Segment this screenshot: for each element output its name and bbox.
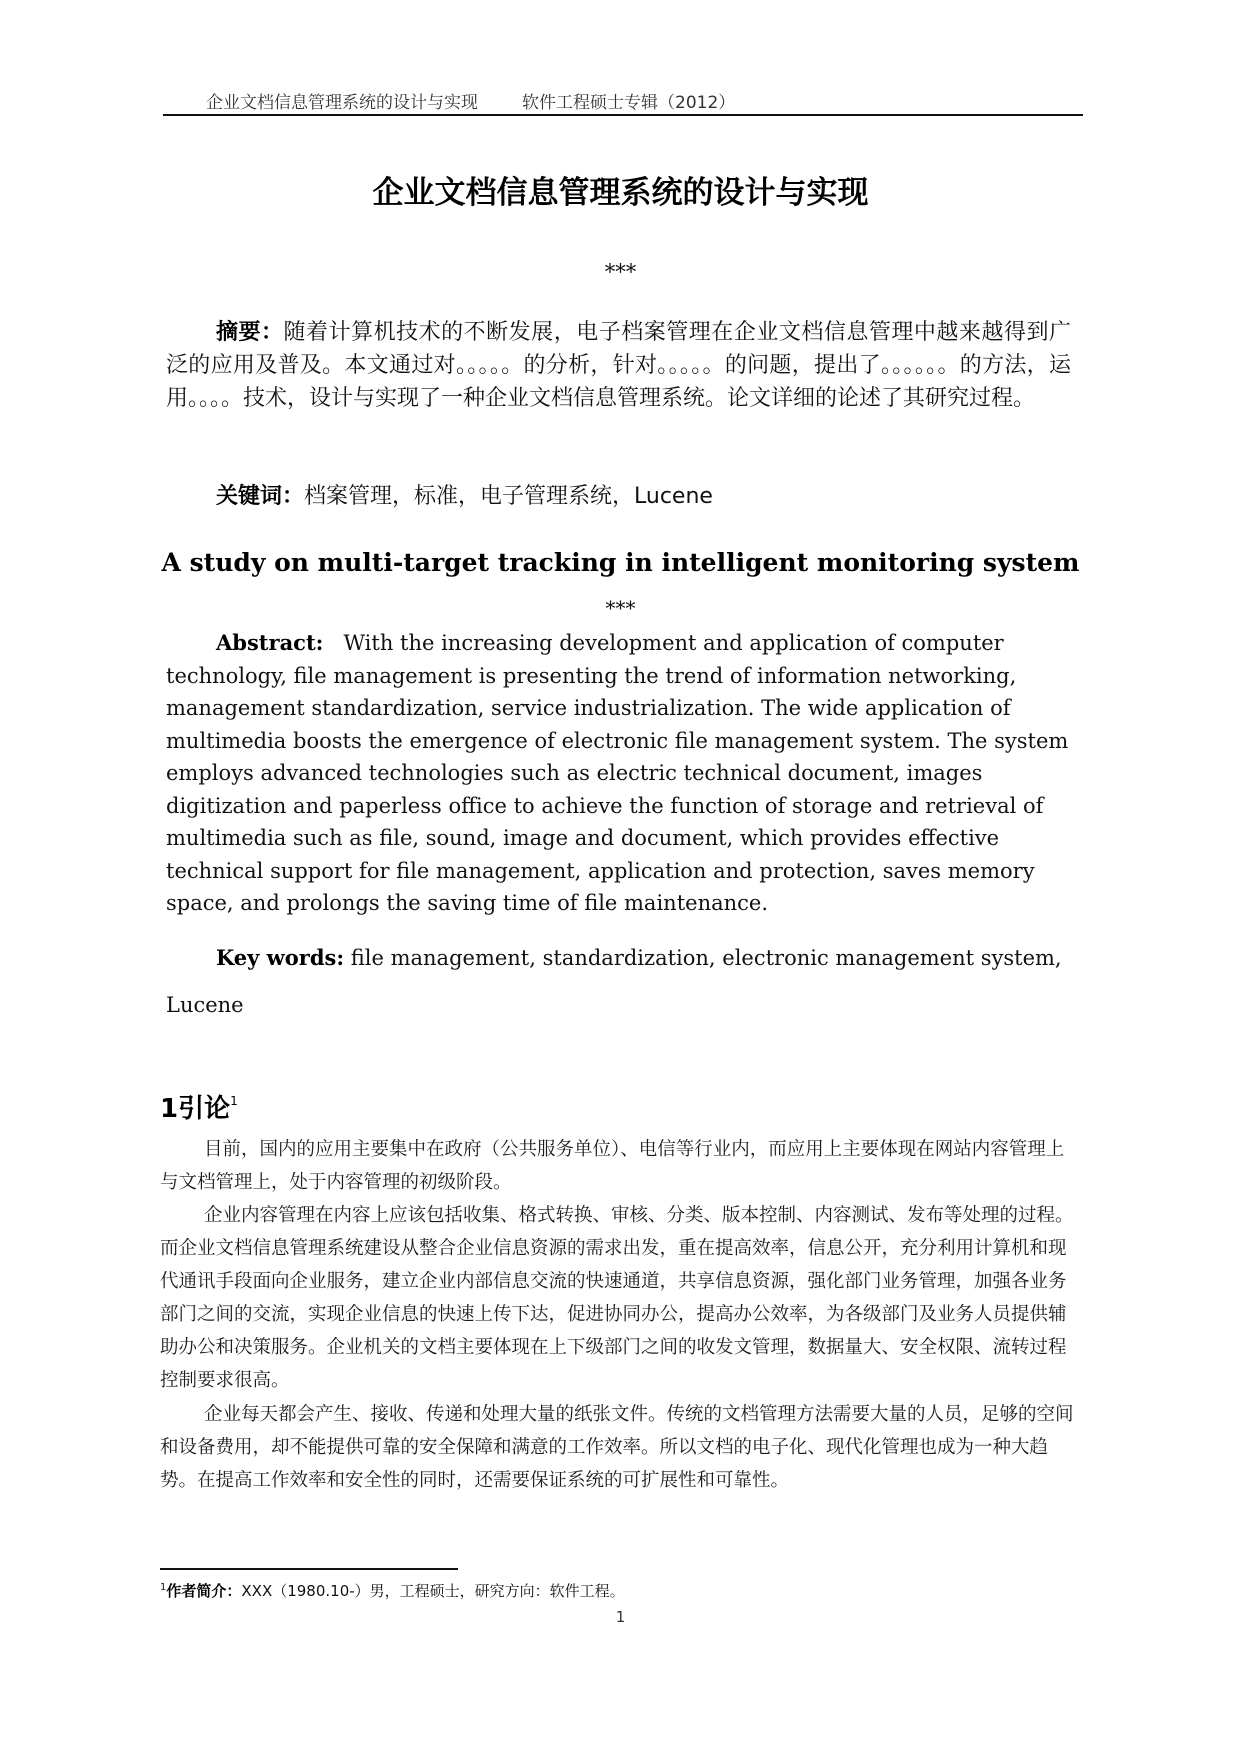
chinese-abstract: [166, 316, 1071, 415]
page-number: 1: [615, 1608, 626, 1626]
english-keywords-continuation: Lucene: [166, 993, 244, 1017]
english-abstract: [166, 627, 1071, 920]
paper-author: ***: [604, 260, 637, 284]
footnote-text: XXX（1980.10-）男，工程硕士，研究方向：软件工程。: [241, 1582, 625, 1600]
chinese-keywords-label: 关键词：: [216, 484, 305, 509]
chinese-abstract-label: 摘要：: [216, 320, 284, 345]
section-heading-text: 1引论: [160, 1094, 231, 1124]
header-title: 企业文档信息管理系统的设计与实现: [206, 93, 478, 113]
footnote-label: 作者简介：: [166, 1582, 242, 1600]
english-abstract-text: With the increasing development and application of computer technology, file management is presenting the trend of information networking, management standardization, service industrialization. The wide application of multimedia boosts the emergence of electronic file management system. The system employs advanced technologies such as electric technical document, images digitization and paperless office to achieve the function of storage and retrieval of multimedia such as file, sound, image and document, which provides effective technical support for file management, application and protection, saves memory space, and prolongs the saving time of file maintenance.: [166, 631, 1069, 915]
header-rule: [163, 114, 1083, 116]
chinese-abstract-text: 随着计算机技术的不断发展，电子档案管理在企业文档信息管理中越来越得到广泛的应用及普及。本文通过对。。。。。的分析，针对。。。。。的问题，提出了。。。。。。的方法，运用。。。。技术，设计与实现了一种企业文档信息管理系统。论文详细的论述了其研究过程。: [166, 320, 1071, 411]
english-keywords-label: Key words:: [216, 945, 345, 970]
english-author: ***: [605, 596, 636, 620]
chinese-keywords: [216, 479, 1076, 510]
header-series: 软件工程硕士专辑（2012）: [522, 93, 736, 113]
footnote: [160, 1580, 1080, 1601]
english-keywords: [216, 945, 1076, 970]
intro-paragraph: 企业每天都会产生、接收、传递和处理大量的纸张文件。传统的文档管理方法需要大量的人员，足够的空间和设备费用，却不能提供可靠的安全保障和满意的工作效率。所以文档的电子化、现代化管理也成为一种大趋势。在提高工作效率和安全性的同时，还需要保证系统的可扩展性和可靠性。: [160, 1404, 1074, 1491]
intro-paragraph: 目前，国内的应用主要集中在政府（公共服务单位）、电信等行业内，而应用上主要体现在网站内容管理上与文档管理上，处于内容管理的初级阶段。: [160, 1139, 1065, 1193]
intro-paragraph: 企业内容管理在内容上应该包括收集、格式转换、审核、分类、版本控制、内容测试、发布等处理的过程。而企业文档信息管理系统建设从整合企业信息资源的需求出发，重在提高效率，信息公开，充分利用计算机和现代通讯手段面向企业服务，建立企业内部信息交流的快速通道，共享信息资源，强化部门业务管理，加强各业务部门之间的交流，实现企业信息的快速上传下达，促进协同办公，提高办公效率，为各级部门及业务人员提供辅助办公和决策服务。企业机关的文档主要体现在上下级部门之间的收发文管理，数据量大、安全权限、流转过程控制要求很高。: [160, 1205, 1074, 1391]
section-heading: [160, 1088, 238, 1125]
english-keywords-text: file management, standardization, electronic management system,: [350, 946, 1062, 970]
english-abstract-label: Abstract:: [216, 630, 324, 655]
footnote-rule: [160, 1568, 458, 1570]
running-header: [163, 88, 1083, 113]
footnote-reference: 1: [230, 1094, 238, 1108]
footnote-mark: 1: [160, 1582, 167, 1593]
english-title: A study on multi-target tracking in intelligent monitoring system: [161, 548, 1080, 577]
chinese-keywords-text: 档案管理，标准，电子管理系统，Lucene: [304, 484, 713, 509]
paper-title: 企业文档信息管理系统的设计与实现: [372, 175, 869, 211]
